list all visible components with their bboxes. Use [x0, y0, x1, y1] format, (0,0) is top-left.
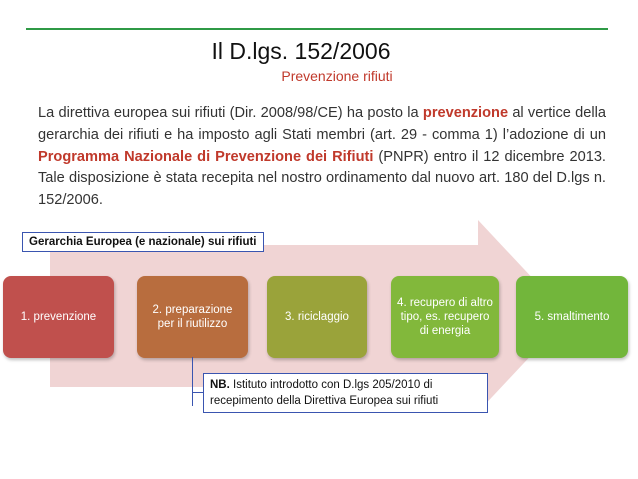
note-connector [192, 357, 193, 406]
step-label: 5. smaltimento [534, 311, 610, 323]
nb-label: NB. [210, 379, 230, 391]
step-recupero [391, 276, 499, 358]
nb-note [203, 373, 488, 413]
page-title: Il D.lgs. 152/2006 [211, 38, 391, 64]
step-label: 3. riciclaggio [285, 311, 349, 323]
page-subtitle: Prevenzione rifiuti [281, 68, 393, 84]
step-riciclaggio [267, 276, 367, 358]
highlight-prevenzione: prevenzione [422, 105, 509, 121]
highlight-pnpr: Programma Nazionale di Prevenzione dei Rifiuti [38, 148, 374, 165]
step-smaltimento [516, 276, 628, 358]
step-preparazione-riutilizzo [137, 276, 248, 358]
step-label: 1. prevenzione [20, 311, 97, 323]
step-label: 2. preparazione per il riutilizzo [152, 304, 233, 330]
body-paragraph: La direttiva europea sui rifiuti (Dir. 2008/98/CE) ha posto la prevenzione al vertice della gerarchia dei rifiuti e ha imposto agli Stati membri (art. 29 - comma 1) l’adozione di un Programma Nazionale di Prevenzione dei Rifiuti (PNPR) entro il 12 dicembre 2013. Tale disposizione è stata recepita nel nostro ordinamento dal nuovo art. 180 del D.lgs n. 152/2006. [38, 105, 607, 209]
hierarchy-label: Gerarchia Europea (e nazionale) sui rifiuti [22, 232, 264, 252]
nb-text: Istituto introdotto con D.lgs 205/2010 di recepimento della Direttiva Europea sui rifiuti [210, 379, 439, 407]
step-prevenzione [3, 276, 114, 358]
step-label: 4. recupero di altro tipo, es. recupero di energia [397, 297, 493, 337]
